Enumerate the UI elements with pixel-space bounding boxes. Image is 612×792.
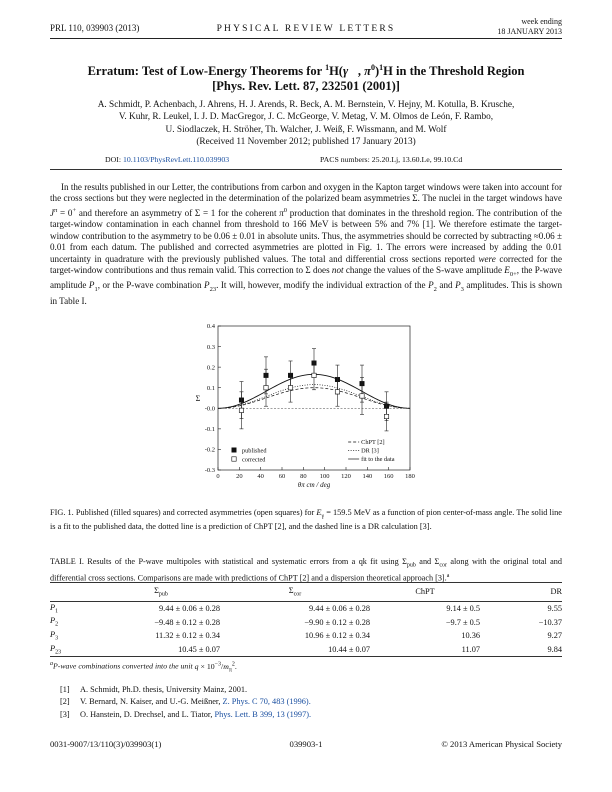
reference-item: [1] A. Schmidt, Ph.D. thesis, University Mainz, 2001.: [60, 685, 248, 694]
y-tick-label: -0.2: [204, 446, 215, 454]
y-tick-label: 0.3: [206, 343, 215, 351]
legend-label: fit to the data: [361, 456, 395, 464]
doi: [105, 155, 229, 164]
y-tick-label: -0.0: [204, 405, 215, 413]
results-table: [50, 582, 562, 657]
x-tick-label: 120: [341, 473, 351, 480]
legend-label: corrected: [242, 456, 266, 464]
corrected-point: [335, 390, 339, 394]
body-paragraph: In the results published in our Letter, the contributions from carbon and oxygen in the Kapton target windows were taken into account for the cross sections but they were neglected in the determination of the polarized beam asymmetries Σ. The nuclei in the target windows have $J^\pi = 0^+$ and therefore an asymmetry of Σ = 1 for the coherent $\pi^0$ production that dominates in the threshold region. The contribution of the target-window contamination in each channel from threshold to 166 MeV is between 5% and 7% [1]. We therefore estimate the target-window contribution to the asymmetry to be 0.06 ± 0.01 in absolute units. Thus, the asymmetries should be corrected by subtracting ≈0.06 ± 0.01 from each datum. The published and corrected asymmetries are plotted in Fig. 1. The errors were increased by adding the 0.01 uncertainty in quadrature with the previously published values. The total and differential cross sections reported were corrected for the target-window contributions and thus remain valid. This correction to Σ does not change the values of the S-wave amplitude $E_{0+}$, the P-wave amplitude $P_1$, or the P-wave combination $P_{23}$. It will, however, modify the individual extraction of the $P_2$ and $P_3$ amplitudes. This is shown in Table I.: [50, 182, 562, 306]
abstract-rule: [50, 169, 562, 170]
cell-pub: 11.32 ± 0.12 ± 0.34: [155, 631, 220, 641]
header-sigma-pub: $\Sigma_{pub}$: [102, 583, 220, 602]
cell-cor: 10.44 ± 0.07: [328, 644, 370, 654]
cell-dr: 9.27: [547, 631, 562, 641]
y-tick-label: 0.4: [206, 323, 215, 331]
header-chpt: ChPT: [370, 583, 480, 602]
authors-line1: A. Schmidt, P. Achenbach, J. Ahrens, H. J. Arends, R. Beck, A. M. Bernstein, V. Hejny, M. Kotulla, B. Krusche,: [97, 100, 515, 110]
doi-link[interactable]: 10.1103/PhysRevLett.110.039903: [122, 155, 230, 164]
x-tick-label: 140: [362, 473, 373, 480]
footer-issn: 0031-9007/13/110(3)/039903(1): [50, 739, 162, 749]
legend-label: DR [3]: [361, 447, 379, 455]
cell-cor: −9.90 ± 0.12 ± 0.28: [304, 617, 370, 627]
cell-cor: 10.96 ± 0.12 ± 0.34: [304, 631, 370, 641]
x-axis-label: θπ cm / deg: [297, 481, 331, 489]
pacs-numbers: PACS numbers: 25.20.Lj, 13.60.Le, 99.10.Cd: [320, 155, 463, 164]
cell-chpt: 9.14 ± 0.5: [446, 603, 480, 613]
table-row: [50, 643, 562, 657]
cell-dr: 9.55: [547, 603, 562, 613]
author-list: [60, 99, 552, 148]
table-row: [50, 629, 562, 643]
journal-citation: PRL 110, 039903 (2013): [50, 23, 140, 33]
header-rule: [50, 38, 562, 39]
x-tick-label: 160: [383, 473, 394, 480]
curve-dashed: [218, 388, 410, 409]
issue-date-line1: week ending: [521, 17, 562, 26]
x-tick-label: 60: [278, 473, 286, 480]
cell-pub: 9.44 ± 0.06 ± 0.28: [159, 603, 220, 613]
header-dr: DR: [480, 583, 562, 602]
row-label: $P_2$: [50, 616, 59, 628]
cell-chpt: 10.36: [461, 631, 480, 641]
corrected-point: [264, 386, 268, 390]
table-caption: TABLE I. Results of the P-wave multipoles with statistical and systematic errors from a qk fit using $\Sigma_{pub}$ and $\Sigma_{cor}$ along with the original total and differential cross sections. Comparisons are made with predictions of ChPT [2] and a dispersion theoretical approach [3].$^a$: [50, 557, 562, 583]
corrected-point: [360, 394, 364, 398]
reference-item: [2] V. Bernard, N. Kaiser, and U.-G. Meißner, Z. Phys. C 70, 483 (1996).: [60, 697, 311, 707]
issue-date: [497, 17, 562, 36]
plot-area: [196, 323, 415, 489]
legend-marker: [232, 457, 236, 461]
legend-label: published: [242, 447, 267, 455]
cell-chpt: −9.7 ± 0.5: [445, 617, 480, 627]
x-tick-label: 0: [216, 473, 220, 480]
corrected-point: [239, 408, 243, 412]
y-tick-label: -0.3: [204, 467, 215, 475]
cell-chpt: 11.07: [461, 644, 480, 654]
x-tick-label: 80: [300, 473, 307, 480]
x-tick-label: 180: [405, 473, 415, 480]
header-sigma-cor: $\Sigma_{cor}$: [220, 583, 370, 602]
cell-dr: −10.37: [538, 617, 562, 627]
cell-dr: 9.84: [547, 644, 562, 654]
cell-pub: −9.48 ± 0.12 ± 0.28: [154, 617, 220, 627]
authors-line2: V. Kuhr, R. Leukel, I. J. D. MacGregor, J. C. McGeorge, V. Metag, V. M. Olmos de León, F. Rambo,: [118, 112, 494, 123]
cell-pub: 10.45 ± 0.07: [178, 644, 220, 654]
row-label: $P_1$: [50, 602, 59, 615]
corrected-point: [384, 414, 388, 418]
corrected-point: [312, 373, 316, 377]
reference-link[interactable]: Phys. Lett. B 399, 13 (1997).: [214, 709, 312, 719]
title-line1: Erratum: Test of Low-Energy Theorems for $^1$H(γ⃗, $\pi^0)^1H$ in the Threshold Region: [87, 63, 525, 79]
row-label: $P_3$: [50, 629, 59, 642]
cell-cor: 9.44 ± 0.06 ± 0.28: [309, 603, 370, 613]
received-dates: (Received 11 November 2012; published 17 January 2013): [196, 136, 416, 147]
y-tick-label: 0.1: [206, 384, 215, 392]
title-line2: [Phys. Rev. Lett. 87, 232501 (2001)]: [212, 79, 400, 94]
reference-list: [50, 684, 311, 721]
table-row: [50, 601, 562, 615]
row-label: $P_{23}$: [50, 643, 62, 656]
reference-item: [3] O. Hanstein, D. Drechsel, and L. Tiator, Phys. Lett. B 399, 13 (1997).: [60, 709, 312, 719]
legend-marker: [232, 448, 236, 452]
journal-name: PHYSICAL REVIEW LETTERS: [216, 24, 396, 34]
footer-page-number: 039903-1: [289, 739, 323, 749]
x-tick-label: 20: [236, 473, 243, 480]
x-tick-label: 100: [319, 473, 330, 480]
x-tick-label: 40: [257, 473, 264, 480]
authors-line3: U. Siodlaczek, H. Ströher, Th. Walcher, J. Weiß, F. Wissmann, and M. Wolf: [165, 124, 447, 135]
table-header-row: [50, 583, 562, 602]
y-tick-label: 0.2: [206, 364, 215, 372]
corrected-point: [288, 386, 292, 390]
issue-date-line2: 18 JANUARY 2013: [497, 26, 562, 36]
legend-label: ChPT [2]: [361, 439, 385, 447]
header-empty: [50, 583, 102, 602]
y-tick-label: -0.1: [204, 426, 215, 434]
asymmetry-figure: [190, 320, 440, 500]
y-axis-label: Σ: [195, 394, 201, 403]
table-row: [50, 615, 562, 629]
footer-copyright: © 2013 American Physical Society: [441, 739, 562, 749]
article-title: [50, 60, 562, 94]
doi-label: DOI:: [105, 155, 122, 164]
figure-caption: FIG. 1. Published (filled squares) and corrected asymmetries (open squares) for $E_\gamma = 159.5$ MeV as a function of pion center-of-mass angle. The solid line is a fit to the published data, the dotted line is a prediction of ChPT [2], and the dashed line is a DR calculation [3].: [50, 508, 562, 532]
table-footnote: $^a$P-wave combinations converted into the unit $q \times 10^{-3}/m_\pi^2$.: [50, 661, 237, 674]
reference-link[interactable]: Z. Phys. C 70, 483 (1996).: [222, 697, 311, 707]
